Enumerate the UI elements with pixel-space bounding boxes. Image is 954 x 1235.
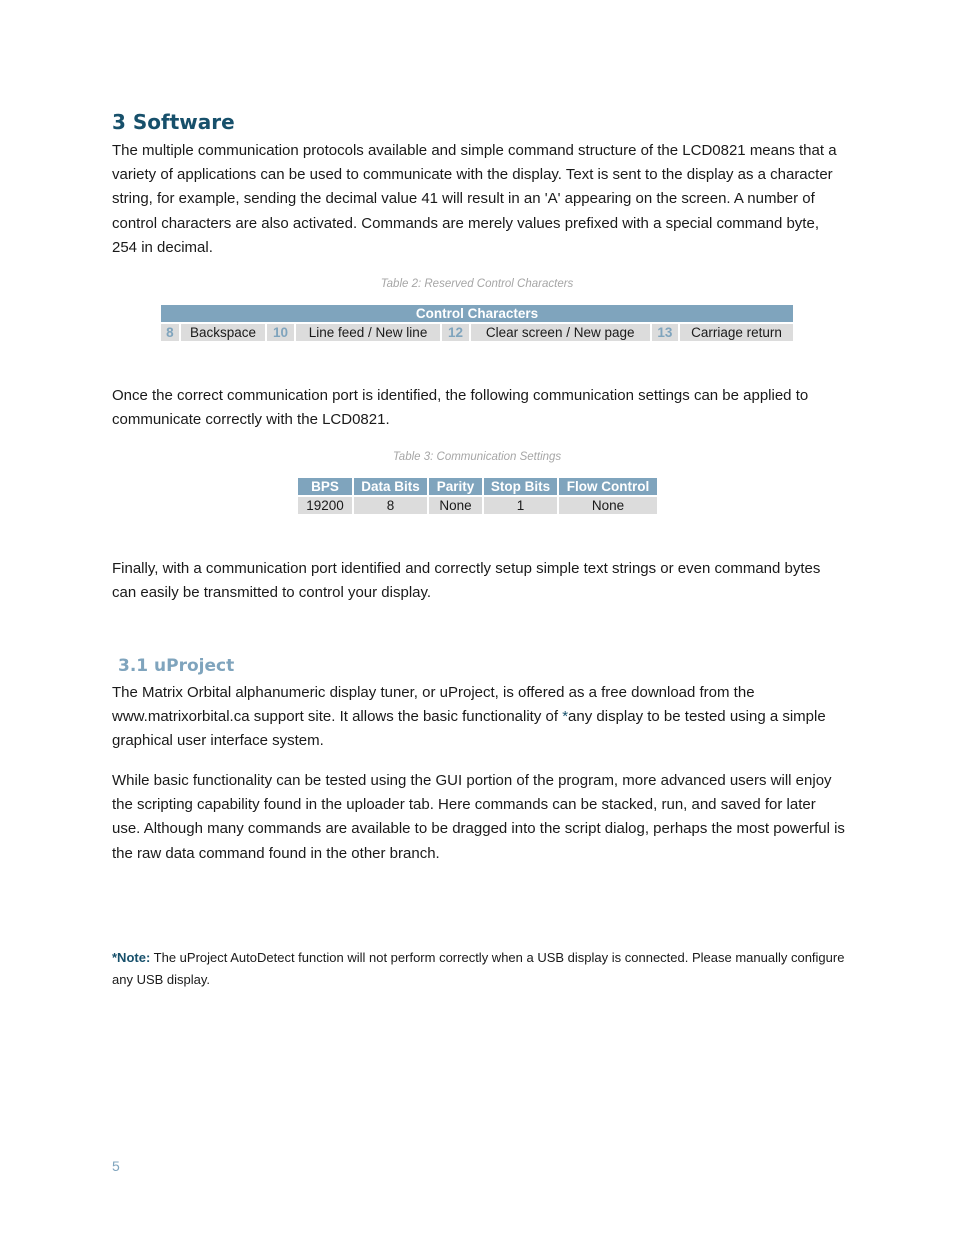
cell-flow-control: None <box>559 497 657 514</box>
control-code: 10 <box>267 324 293 341</box>
subsection-heading: 3.1 uProject <box>118 656 235 676</box>
uproject-paragraph <box>112 681 847 754</box>
col-header-parity: Parity <box>429 478 482 495</box>
col-header-data-bits: Data Bits <box>354 478 427 495</box>
control-code: 13 <box>652 324 678 341</box>
control-label: Carriage return <box>680 324 793 341</box>
control-label: Line feed / New line <box>296 324 441 341</box>
communication-paragraph: Once the correct communication port is identified, the following communication settings can be applied to communicate correctly with the LCD0821. <box>112 387 809 429</box>
scripting-paragraph: While basic functionality can be tested using the GUI portion of the program, more advanced users will enjoy the scripting capability found in the uploader tab. Here commands can be stacked, run, and saved for later use. Although many commands are available to be dragged into the script dialog, perhaps the most powerful is the raw data command found in the other branch. <box>112 772 845 862</box>
cell-stop-bits: 1 <box>484 497 557 514</box>
control-label: Backspace <box>181 324 266 341</box>
control-code: 8 <box>161 324 179 341</box>
col-header-bps: BPS <box>298 478 352 495</box>
control-code: 12 <box>442 324 468 341</box>
page-number: 5 <box>112 1158 120 1174</box>
control-label: Clear screen / New page <box>471 324 650 341</box>
communication-settings-table <box>296 476 659 516</box>
cell-parity: None <box>429 497 482 514</box>
col-header-flow-control: Flow Control <box>559 478 657 495</box>
uproject-text-end: any display to be tested using a simple graphical user interface system. <box>112 708 826 750</box>
intro-paragraph: The multiple communication protocols available and simple command structure of the LCD0821 means that a variety of applications can be used to communicate with the display. Text is sent to the display as a character string, for example, sending the decimal value 41 will result in an 'A' appearing on the screen. A number of control characters are also activated. Commands are merely values prefixed with a special command byte, 254 in decimal. <box>112 142 837 256</box>
control-characters-header: Control Characters <box>161 305 793 322</box>
cell-data-bits: 8 <box>354 497 427 514</box>
note-label: *Note: <box>112 950 151 965</box>
table-row <box>298 497 657 514</box>
note-text: The uProject AutoDetect function will not perform correctly when a USB display is connected. Please manually configure any USB display. <box>112 950 845 987</box>
table-header-row <box>298 478 657 495</box>
col-header-stop-bits: Stop Bits <box>484 478 557 495</box>
table2-caption: Table 2: Reserved Control Characters <box>380 278 574 290</box>
table-row <box>161 324 793 341</box>
footnote-asterisk: * <box>562 708 569 726</box>
control-characters-table <box>159 303 795 343</box>
cell-bps: 19200 <box>298 497 352 514</box>
table3-caption: Table 3: Communication Settings <box>392 451 562 463</box>
footnote <box>112 947 847 991</box>
section-heading: 3 Software <box>112 110 235 134</box>
finally-paragraph: Finally, with a communication port identified and correctly setup simple text strings or even command bytes can easily be transmitted to control your display. <box>112 560 821 602</box>
uproject-text-start: The Matrix Orbital alphanumeric display tuner, or uProject, is offered as a free download from the www.matrixorbital.ca support site. It allows the basic functionality of <box>112 684 755 726</box>
